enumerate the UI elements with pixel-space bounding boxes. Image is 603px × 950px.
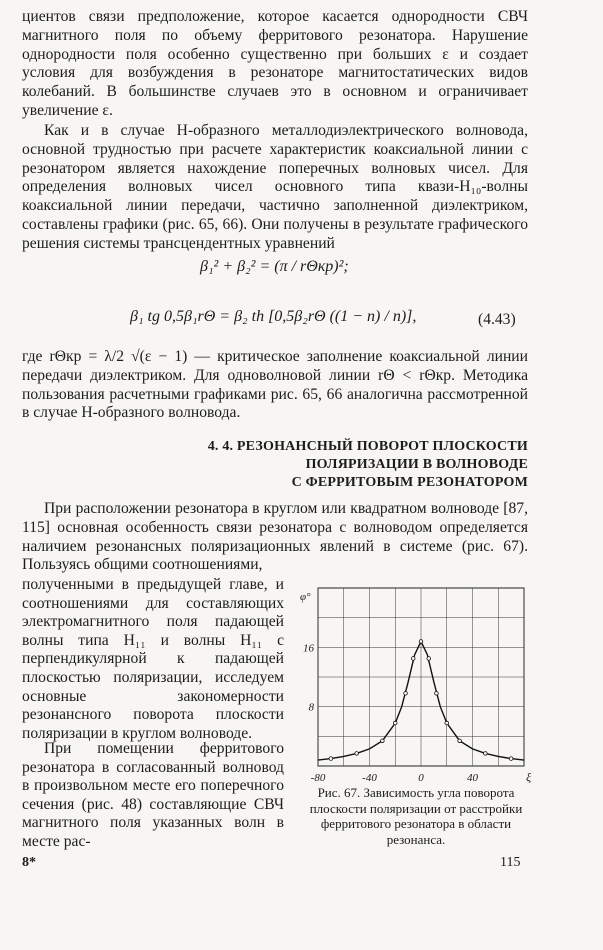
data-point xyxy=(329,757,333,761)
y-tick-label: 16 xyxy=(303,642,314,655)
x-tick-label: -40 xyxy=(362,772,377,784)
x-tick-label: -80 xyxy=(310,772,326,784)
page-number: 115 xyxy=(500,855,521,870)
paragraph-2: Как и в случае Н-образного металлодиэлектрического волновода, основной трудностью при расчете характеристик коаксиальной линии с резонатором является нахождение поперечных волновых чисел. Для определения волновых чисел основного типа квази-H₁₀-волны коаксиальной линии передачи, частично заполненной диэлектриком, составлены графики (рис. 65, 66). Они получены в результате графического решения системы трансцендентных уравнений xyxy=(22,122,528,252)
data-point xyxy=(509,757,513,761)
paragraph-6: При помещении ферритового резонатора в согласованный волновод в произвольном месте его поперечного сечения (рис. 48) составляющие СВЧ магнитного поля указанных волн в месте рас- xyxy=(22,740,284,850)
data-point xyxy=(458,739,462,743)
y-axis-label: φ° xyxy=(300,591,311,603)
figure-67 xyxy=(296,580,536,795)
data-point xyxy=(393,721,397,725)
figure-caption: Рис. 67. Зависимость угла поворота плоскости поляризации от расстройки ферритового резонатора в области резонанса. xyxy=(309,785,523,847)
signature-mark: 8* xyxy=(22,855,36,870)
data-point xyxy=(435,692,439,696)
equation-2: β₁ tg 0,5β₁rΘ = β₂ th [0,5β₂rΘ ((1 − n) / n)], xyxy=(130,308,417,325)
data-point xyxy=(427,657,431,661)
paragraph-4: При расположении резонатора в круглом или квадратном волноводе [87, 115] основная особенность связи резонатора с волноводом определяется наличием резонансных поляризационных явлений в системе (рис. 67). Пользуясь общими соотношениями, xyxy=(22,500,528,574)
data-point xyxy=(445,721,449,725)
section-heading xyxy=(160,438,528,492)
heading-line-3: С ФЕРРИТОВЫМ РЕЗОНАТОРОМ xyxy=(291,475,528,490)
data-point xyxy=(411,657,415,661)
data-point xyxy=(419,640,423,644)
equation-1: β₁² + β₂² = (π / rΘкр)²; xyxy=(200,258,349,275)
x-tick-label: 0 xyxy=(418,772,424,784)
data-point xyxy=(404,692,408,696)
x-tick-label: 40 xyxy=(467,772,478,784)
heading-line-2: ПОЛЯРИЗАЦИИ В ВОЛНОВОДЕ xyxy=(305,457,528,472)
paragraph-5: полученными в предыдущей главе, и соотношениями для составляющих электромагнитного поля падающей волны типа H₁₁ и волны H₁₁ с перпендикулярной к падающей плоскостью поляризации, исследуем основные закономерности резонансного поворота плоскости поляризации в круглом волноводе. xyxy=(22,576,284,742)
y-tick-label: 8 xyxy=(308,701,314,714)
data-point xyxy=(355,752,359,756)
data-point xyxy=(381,739,385,743)
equation-number: (4.43) xyxy=(478,311,516,328)
data-point xyxy=(484,752,488,756)
paragraph-1: циентов связи предположение, которое касается однородности СВЧ магнитного поля по объему ферритового резонатора. Нарушение однородности поля особенно существенно при больших ε и создает условия для возбуждения в резонаторе магнитостатических видов колебаний. В большинстве случаев это в основном и ограничивает увеличение ε. xyxy=(22,8,528,119)
paragraph-3: где rΘкр = λ/2 √(ε − 1) — критическое заполнение коаксиальной линии передачи диэлектриком. Для одноволновой линии rΘ < rΘкр. Методика пользования расчетными графиками рис. 65, 66 аналогична рассмотренной в случае Н-образного волновода. xyxy=(22,348,528,422)
x-axis-label: ξ xyxy=(526,770,532,784)
chart-svg xyxy=(296,580,536,795)
heading-line-1: 4. 4. РЕЗОНАНСНЫЙ ПОВОРОТ ПЛОСКОСТИ xyxy=(207,439,528,454)
